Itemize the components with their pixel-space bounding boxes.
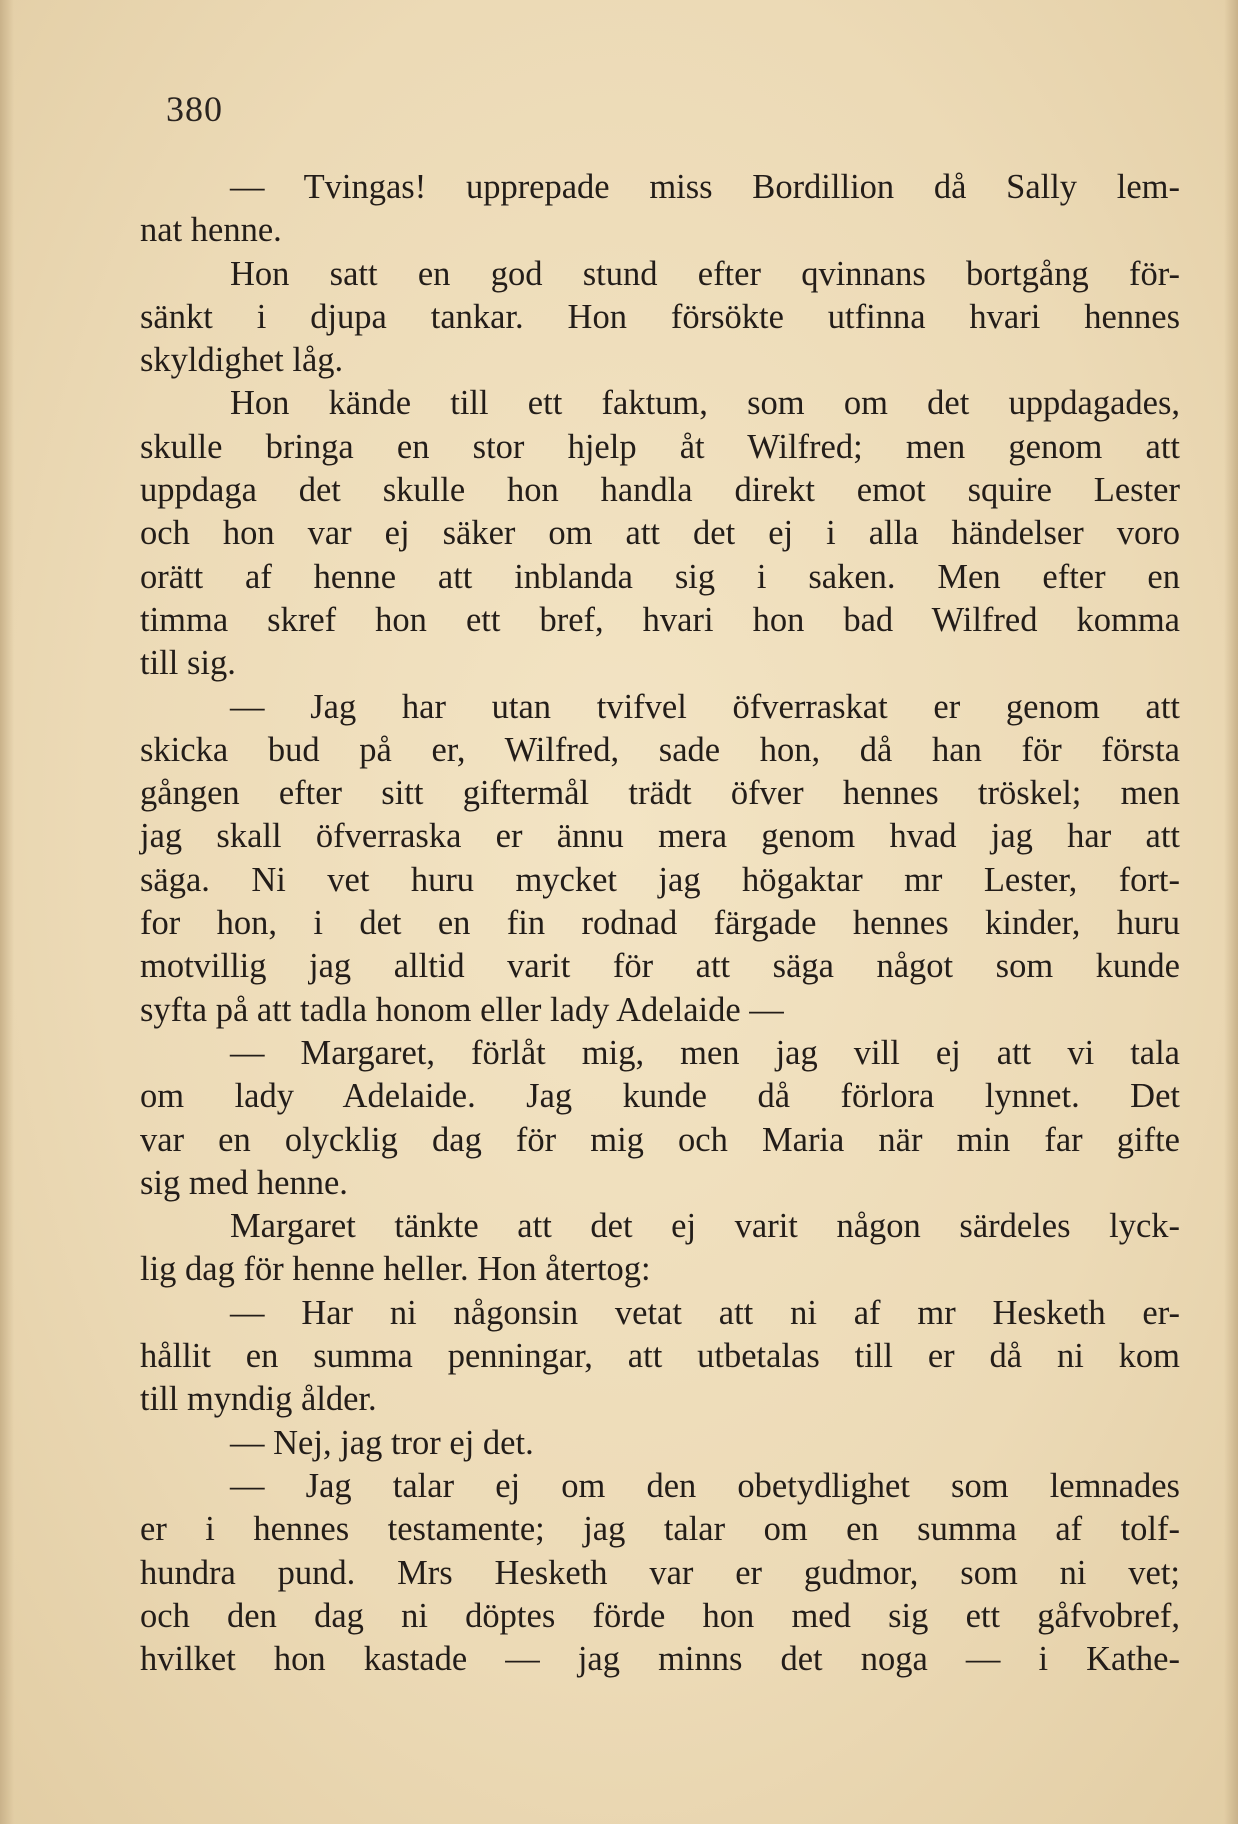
text-line: er i hennes testamente; jag talar om en summa af tolf- (140, 1510, 1180, 1549)
text-line: for hon, i det en fin rodnad färgade hennes kinder, huru (140, 904, 1180, 943)
text-line: och hon var ej säker om att det ej i alla händelser voro (140, 514, 1180, 553)
text-line: till sig. (140, 644, 236, 683)
text-line: sig med henne. (140, 1163, 348, 1202)
text-line: om lady Adelaide. Jag kunde då förlora lynnet. Det (140, 1077, 1180, 1116)
text-line: syfta på att tadla honom eller lady Adelaide — (140, 990, 784, 1029)
text-line: — Margaret, förlåt mig, men jag vill ej att vi tala (230, 1033, 1180, 1072)
text-line: skulle bringa en stor hjelp åt Wilfred; men genom att (140, 427, 1180, 466)
body-text (140, 166, 1180, 1681)
text-line: timma skref hon ett bref, hvari hon bad Wilfred komma (140, 600, 1180, 639)
text-line: — Jag talar ej om den obetydlighet som lemnades (230, 1466, 1180, 1505)
text-line: hållit en summa penningar, att utbetalas till er då ni kom (140, 1337, 1180, 1376)
text-line: till myndig ålder. (140, 1380, 377, 1419)
text-line: skyldighet låg. (140, 341, 344, 380)
text-line: orätt af henne att inblanda sig i saken. Men efter en (140, 557, 1180, 596)
text-line: uppdaga det skulle hon handla direkt emot squire Lester (140, 471, 1180, 510)
text-line: Hon satt en god stund efter qvinnans bortgång för- (230, 254, 1180, 293)
text-line: Hon kände till ett faktum, som om det uppdagades, (230, 384, 1180, 423)
text-line: — Jag har utan tvifvel öfverraskat er genom att (230, 687, 1180, 726)
text-line: — Nej, jag tror ej det. (230, 1423, 534, 1462)
text-line: och den dag ni döptes förde hon med sig ett gåfvobref, (140, 1596, 1180, 1635)
text-line: nat henne. (140, 211, 282, 250)
text-line: lig dag för henne heller. Hon återtog: (140, 1250, 651, 1289)
page-edge-left (0, 0, 14, 1824)
page-number: 380 (166, 89, 223, 129)
text-line: motvillig jag alltid varit för att säga något som kunde (140, 947, 1180, 986)
text-line: Margaret tänkte att det ej varit någon särdeles lyck- (230, 1207, 1180, 1246)
text-line: skicka bud på er, Wilfred, sade hon, då han för första (140, 730, 1180, 769)
text-line: — Tvingas! upprepade miss Bordillion då Sally lem- (230, 168, 1180, 206)
text-line: sänkt i djupa tankar. Hon försökte utfinna hvari hennes (140, 297, 1180, 336)
text-line: — Har ni någonsin vetat att ni af mr Hesketh er- (230, 1293, 1180, 1332)
text-line: jag skall öfverraska er ännu mera genom hvad jag har att (140, 817, 1180, 856)
text-line: gången efter sitt giftermål trädt öfver hennes tröskel; men (140, 774, 1180, 813)
text-line: var en olycklig dag för mig och Maria när min far gifte (140, 1120, 1180, 1159)
text-line: hundra pund. Mrs Hesketh var er gudmor, som ni vet; (140, 1553, 1180, 1592)
text-line: hvilket hon kastade — jag minns det noga — i Kathe- (140, 1640, 1180, 1679)
text-line: säga. Ni vet huru mycket jag högaktar mr Lester, fort- (140, 860, 1180, 899)
page-edge-right (1224, 0, 1238, 1824)
